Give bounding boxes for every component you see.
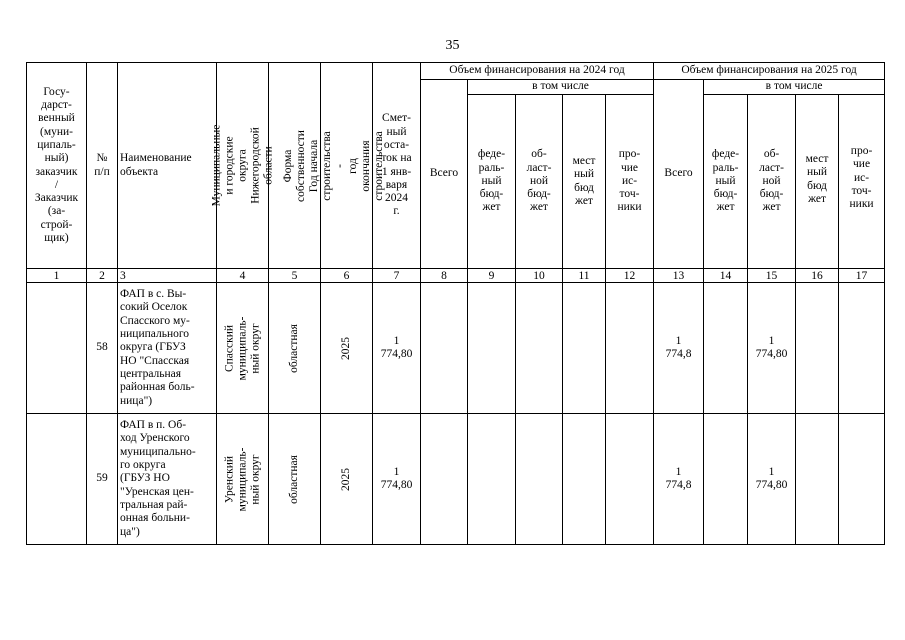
header-federal-2025: феде- раль- ный бюд- жет bbox=[704, 95, 748, 269]
customer-cell bbox=[27, 283, 87, 414]
federal-2024-cell bbox=[468, 283, 516, 414]
years-cell: 2025 bbox=[321, 414, 373, 545]
header-including-2024: в том числе bbox=[468, 80, 654, 95]
header-including-2025: в том числе bbox=[704, 80, 885, 95]
column-number: 12 bbox=[606, 269, 654, 283]
federal-2025-cell bbox=[704, 414, 748, 545]
total-2025-cell: 1 774,8 bbox=[654, 414, 704, 545]
header-total-2025: Всего bbox=[654, 80, 704, 269]
header-number: № п/п bbox=[87, 63, 118, 269]
total-2024-cell bbox=[421, 283, 468, 414]
header-construction-years: Год начала строительства - год окончания строительства bbox=[321, 63, 373, 269]
column-number: 15 bbox=[748, 269, 796, 283]
other-2025-cell bbox=[839, 414, 885, 545]
column-number-row bbox=[27, 269, 885, 283]
regional-2025-cell: 1 774,80 bbox=[748, 414, 796, 545]
header-local-2025: мест ный бюд жет bbox=[796, 95, 839, 269]
header-object-name: Наименование объекта bbox=[118, 63, 217, 269]
header-regional-2024: об- ласт- ной бюд- жет bbox=[516, 95, 563, 269]
header-other-2025: про- чие ис- точ- ники bbox=[839, 95, 885, 269]
column-number: 4 bbox=[217, 269, 269, 283]
years-cell: 2025 bbox=[321, 283, 373, 414]
other-2024-cell bbox=[606, 283, 654, 414]
header-ownership: Форма собственности bbox=[269, 63, 321, 269]
column-number: 17 bbox=[839, 269, 885, 283]
header-financing-2025: Объем финансирования на 2025 год bbox=[654, 63, 885, 80]
regional-2025-cell: 1 774,80 bbox=[748, 283, 796, 414]
row-number: 58 bbox=[87, 283, 118, 414]
local-2025-cell bbox=[796, 283, 839, 414]
header-municipality: Муниципальные и городские округа Нижегородской области bbox=[217, 63, 269, 269]
customer-cell bbox=[27, 414, 87, 545]
column-number: 1 bbox=[27, 269, 87, 283]
object-name: ФАП в п. Об- ход Уренского муниципально- го округа (ГБУЗ НО "Уренская цен- тральная рай- онная больни- ца") bbox=[118, 414, 217, 545]
header-local-2024: мест ный бюд жет bbox=[563, 95, 606, 269]
federal-2025-cell bbox=[704, 283, 748, 414]
regional-2024-cell bbox=[516, 283, 563, 414]
column-number: 13 bbox=[654, 269, 704, 283]
municipality-cell: Уренский муниципаль- ный округ bbox=[217, 414, 269, 545]
other-2024-cell bbox=[606, 414, 654, 545]
table-row bbox=[27, 414, 885, 545]
municipality-cell: Спасский муниципаль- ный округ bbox=[217, 283, 269, 414]
column-number: 10 bbox=[516, 269, 563, 283]
federal-2024-cell bbox=[468, 414, 516, 545]
header-customer: Госу- дарст- венный (муни- ципаль- ный) заказчик / Заказчик (за- строй- щик) bbox=[27, 63, 87, 269]
header-financing-2024: Объем финансирования на 2024 год bbox=[421, 63, 654, 80]
column-number: 16 bbox=[796, 269, 839, 283]
total-2024-cell bbox=[421, 414, 468, 545]
column-number: 7 bbox=[373, 269, 421, 283]
column-number: 3 bbox=[118, 269, 217, 283]
other-2025-cell bbox=[839, 283, 885, 414]
column-number: 6 bbox=[321, 269, 373, 283]
total-2025-cell: 1 774,8 bbox=[654, 283, 704, 414]
financing-table bbox=[26, 62, 885, 545]
regional-2024-cell bbox=[516, 414, 563, 545]
header-balance: Смет- ный оста- ток на 1 янв- варя 2024 г. bbox=[373, 63, 421, 269]
local-2024-cell bbox=[563, 414, 606, 545]
column-number: 9 bbox=[468, 269, 516, 283]
column-number: 5 bbox=[269, 269, 321, 283]
object-name: ФАП в с. Вы- сокий Оселок Спасского му- ниципального округа (ГБУЗ НО "Спасская центральная районная боль- ница") bbox=[118, 283, 217, 414]
header-federal-2024: феде- раль- ный бюд- жет bbox=[468, 95, 516, 269]
page-number: 35 bbox=[445, 38, 460, 53]
ownership-cell: областная bbox=[269, 283, 321, 414]
balance-cell: 1 774,80 bbox=[373, 414, 421, 545]
header-total-2024: Всего bbox=[421, 80, 468, 269]
table-row bbox=[27, 283, 885, 414]
column-number: 2 bbox=[87, 269, 118, 283]
ownership-cell: областная bbox=[269, 414, 321, 545]
header-regional-2025: об- ласт- ной бюд- жет bbox=[748, 95, 796, 269]
column-number: 8 bbox=[421, 269, 468, 283]
row-number: 59 bbox=[87, 414, 118, 545]
balance-cell: 1 774,80 bbox=[373, 283, 421, 414]
column-number: 14 bbox=[704, 269, 748, 283]
header-other-2024: про- чие ис- точ- ники bbox=[606, 95, 654, 269]
column-number: 11 bbox=[563, 269, 606, 283]
local-2025-cell bbox=[796, 414, 839, 545]
local-2024-cell bbox=[563, 283, 606, 414]
